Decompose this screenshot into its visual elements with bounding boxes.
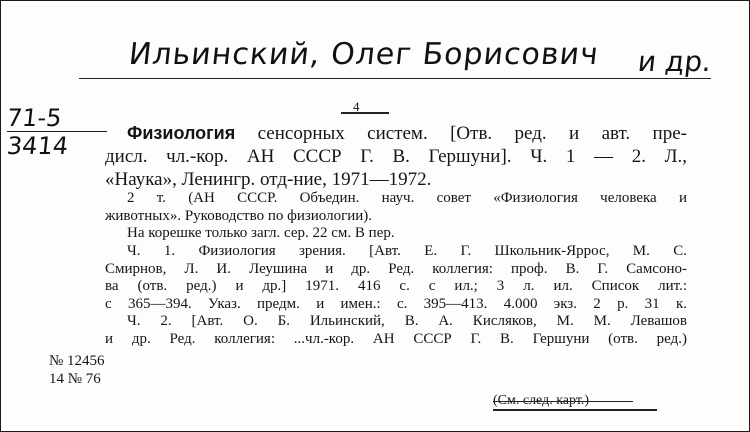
continuation-strike <box>493 401 633 402</box>
registration-number-2: 14 № 76 <box>49 371 101 387</box>
heading-extra: и др. <box>636 45 713 78</box>
heading-author: Ильинский, Олег Борисович <box>127 37 601 72</box>
main-line-3: «Наука», Ленингр. отд-ние, 1971—1972. <box>105 169 432 190</box>
heading-underline <box>79 78 711 79</box>
spine-line: На корешке только загл. сер. 22 см. В пер. <box>127 225 395 241</box>
series-line-2: животных». Руководство по физиологии). <box>105 207 373 224</box>
parts-line-4: с 365—394. Указ. предм. и имен.: с. 395—413. 4.000 экз. 2 р. 31 к. <box>105 295 687 312</box>
main-line-2: дисл. чл.-кор. АН СССР Г. В. Гершуни]. Ч. 1 — 2. Л., <box>105 146 687 167</box>
series-note <box>105 190 687 225</box>
parts-line-3: ва (отв. ред.) и др.] 1971. 416 с. с ил.; 3 л. ил. Список лит.: <box>105 278 687 294</box>
continuation-underline <box>493 409 657 411</box>
shelf-mark-top: 71-5 <box>5 104 63 132</box>
title-bold: Физиология <box>127 123 236 143</box>
parts-line-6: и др. Ред. коллегия: ...чл.-кор. АН СССР Г. В. Гершуни (отв. ред.) <box>105 330 687 347</box>
page-mark-line <box>341 112 389 114</box>
spine-note <box>105 225 687 243</box>
parts-note <box>105 243 687 348</box>
continuation-note: (См. след. карт.) <box>493 393 590 408</box>
parts-line-1: Ч. 1. Физиология зрения. [Авт. Е. Г. Школьник-Яррос, М. С. <box>127 243 687 259</box>
title-rest: сенсорных систем. [Отв. ред. и авт. пре- <box>235 123 687 144</box>
shelf-mark-bottom: 3414 <box>5 132 70 160</box>
main-line-1 <box>105 122 687 145</box>
page-mark: 4 <box>353 99 360 114</box>
main-entry <box>105 122 687 191</box>
series-line-1: 2 т. (АН СССР. Объедин. науч. совет «Физиология человека и <box>127 190 687 206</box>
parts-line-5: Ч. 2. [Авт. О. Б. Ильинский, В. А. Кисляков, М. М. Левашов <box>127 313 687 329</box>
registration-number-1: № 12456 <box>49 353 105 369</box>
parts-line-2: Смирнов, Л. И. Леушина и др. Ред. коллегия: проф. В. Г. Самсоно- <box>105 260 687 277</box>
